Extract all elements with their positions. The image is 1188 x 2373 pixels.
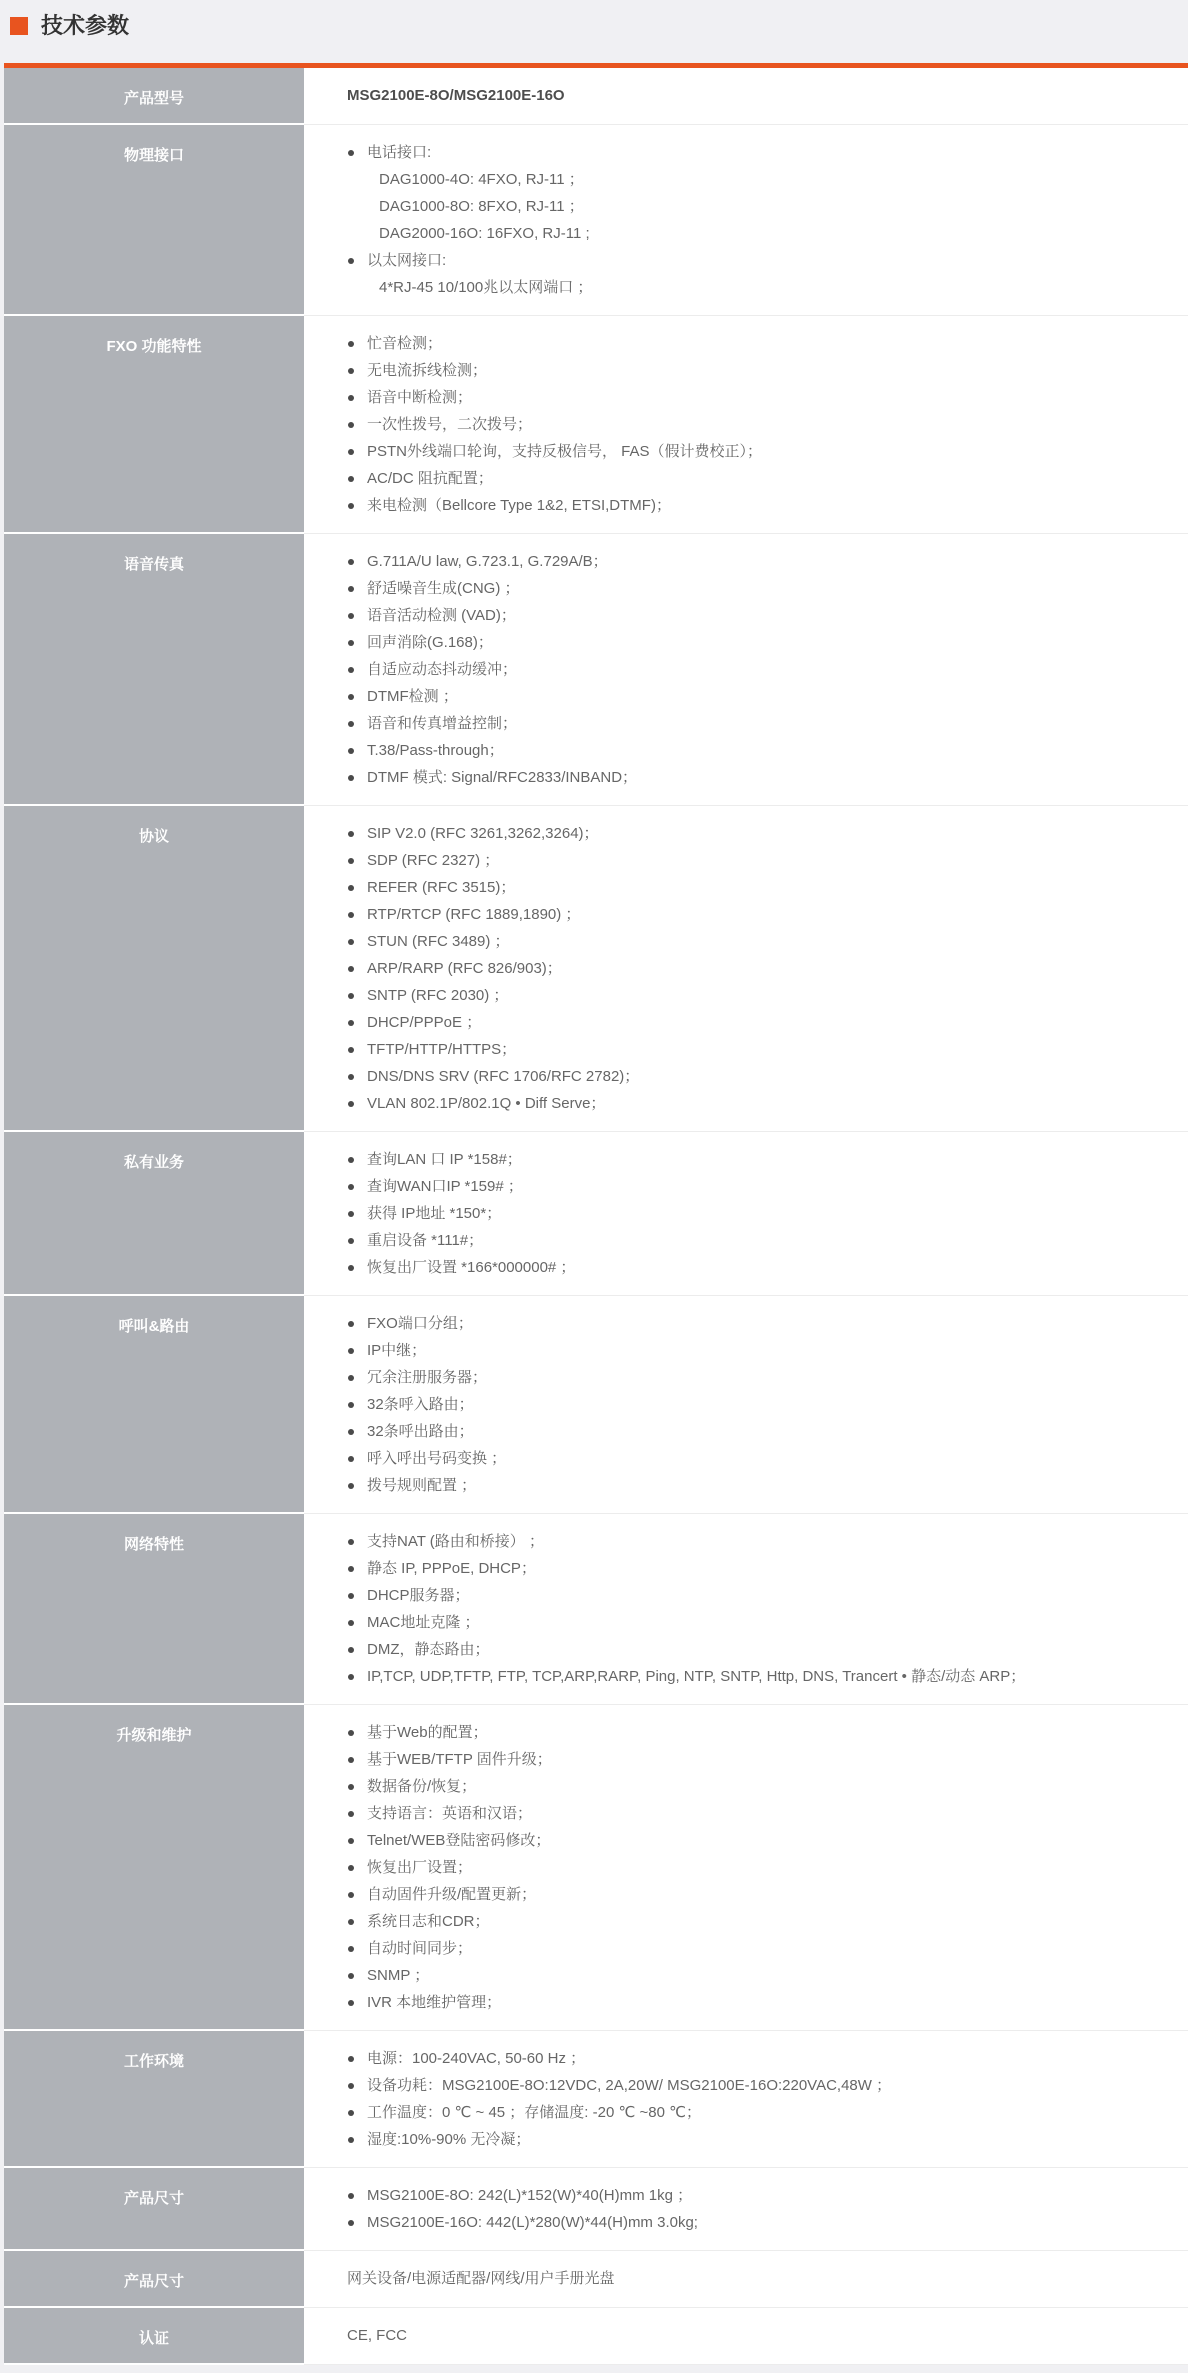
spec-text: 一次性拨号，二次拨号； [367, 416, 533, 433]
bullet-icon [348, 1429, 354, 1435]
spec-text: MSG2100E-16O: 442(L)*280(W)*44(H)mm 3.0kg; [367, 2214, 698, 2231]
bullet-icon [348, 858, 354, 864]
spec-text-line [304, 220, 1164, 247]
bullet-icon [348, 1321, 354, 1327]
spec-text: SNTP (RFC 2030) ； [367, 987, 509, 1004]
spec-bullet-item [304, 1227, 1164, 1254]
spec-text-line [304, 2322, 1164, 2349]
spec-text: 语音中断检测； [367, 389, 473, 406]
row-label: 升级和维护 [4, 1705, 304, 2031]
spec-bullet-item [304, 1773, 1164, 1800]
spec-text: 电源：100-240VAC, 50-60 Hz ； [367, 2050, 586, 2067]
row-label: 网络特性 [4, 1514, 304, 1705]
spec-bullet-item [304, 1254, 1164, 1281]
spec-bullet-item [304, 1009, 1164, 1036]
spec-bullet-item [304, 1555, 1164, 1582]
spec-text: 支持语言：英语和汉语； [367, 1805, 533, 1822]
bullet-icon [348, 258, 354, 264]
row-content [304, 806, 1188, 1132]
spec-bullet-item [304, 247, 1164, 274]
spec-bullet-item [304, 874, 1164, 901]
spec-text: 支持NAT (路由和桥接） ； [367, 1533, 544, 1550]
spec-text: 重启设备 *111#； [367, 1232, 484, 1249]
spec-text: G.711A/U law, G.723.1, G.729A/B； [367, 553, 608, 570]
spec-bullet-item [304, 764, 1164, 791]
spec-bullet-item [304, 602, 1164, 629]
spec-text: DAG1000-4O: 4FXO, RJ-11 ； [379, 171, 584, 188]
row-label: FXO 功能特性 [4, 316, 304, 534]
spec-text: 查询LAN 口 IP *158#； [367, 1151, 522, 1168]
spec-text: 舒适噪音生成(CNG) ； [367, 580, 520, 597]
spec-bullet-item [304, 357, 1164, 384]
spec-bullet-item [304, 710, 1164, 737]
bullet-icon [348, 939, 354, 945]
spec-text: DMZ，静态路由； [367, 1641, 490, 1658]
spec-text-line [304, 2265, 1164, 2292]
bullet-icon [348, 368, 354, 374]
spec-bullet-item [304, 1935, 1164, 1962]
bullet-icon [348, 1674, 354, 1680]
bullet-icon [348, 1348, 354, 1354]
spec-bullet-item [304, 1962, 1164, 1989]
spec-bullet-item [304, 1445, 1164, 1472]
spec-bullet-item [304, 465, 1164, 492]
spec-text: DHCP服务器； [367, 1587, 470, 1604]
spec-bullet-item [304, 683, 1164, 710]
spec-text: 湿度:10%-90% 无冷凝； [367, 2131, 531, 2148]
bullet-icon [348, 1811, 354, 1817]
spec-bullet-item [304, 2126, 1164, 2153]
bullet-icon [348, 885, 354, 891]
spec-text: PSTN外线端口轮询，支持反极信号， FAS（假计费校正）； [367, 443, 763, 460]
page-bottom-spacer [0, 2365, 1188, 2373]
bullet-icon [348, 613, 354, 619]
bullet-icon [348, 1865, 354, 1871]
spec-text: 获得 IP地址 *150*； [367, 1205, 502, 1222]
bullet-icon [348, 1539, 354, 1545]
spec-text: MSG2100E-8O/MSG2100E-16O [347, 87, 565, 104]
bullet-icon [348, 1184, 354, 1190]
bullet-icon [348, 2000, 354, 2006]
row-content [304, 1705, 1188, 2031]
spec-bullet-item [304, 1719, 1164, 1746]
row-content [304, 68, 1188, 125]
row-label: 产品尺寸 [4, 2251, 304, 2308]
row-content [304, 2308, 1188, 2365]
bullet-icon [348, 1238, 354, 1244]
spec-text: DHCP/PPPoE ； [367, 1014, 482, 1031]
spec-bullet-item [304, 1418, 1164, 1445]
spec-text: DTMF 模式: Signal/RFC2833/INBAND； [367, 769, 638, 786]
bullet-icon [348, 640, 354, 646]
spec-bullet-item [304, 411, 1164, 438]
spec-bullet-item [304, 1827, 1164, 1854]
bullet-icon [348, 1157, 354, 1163]
spec-text: SIP V2.0 (RFC 3261,3262,3264)； [367, 825, 599, 842]
spec-row [4, 806, 1188, 1132]
spec-text: 恢复出厂设置； [367, 1859, 473, 1876]
spec-bullet-item [304, 928, 1164, 955]
spec-bullet-item [304, 1746, 1164, 1773]
bullet-icon [348, 912, 354, 918]
spec-text: 32条呼出路由； [367, 1423, 474, 1440]
spec-row [4, 1132, 1188, 1296]
row-label: 呼叫&路由 [4, 1296, 304, 1514]
spec-text: 基于WEB/TFTP 固件升级； [367, 1751, 552, 1768]
spec-text: REFER (RFC 3515)； [367, 879, 516, 896]
spec-text: DAG1000-8O: 8FXO, RJ-11 ； [379, 198, 584, 215]
page-title: 技术参数 [41, 13, 130, 38]
spec-bullet-item [304, 1364, 1164, 1391]
spec-text-line [304, 82, 1164, 109]
bullet-icon [348, 1757, 354, 1763]
spec-text: 冗余注册服务器； [367, 1369, 488, 1386]
bullet-icon [348, 1047, 354, 1053]
row-label: 工作环境 [4, 2031, 304, 2168]
spec-bullet-item [304, 384, 1164, 411]
spec-row [4, 2031, 1188, 2168]
spec-text: FXO端口分组； [367, 1315, 473, 1332]
row-content [304, 1132, 1188, 1296]
spec-text-line [304, 166, 1164, 193]
bullet-icon [348, 449, 354, 455]
spec-text-line [304, 193, 1164, 220]
spec-table [4, 63, 1188, 2365]
spec-text: 无电流拆线检测； [367, 362, 488, 379]
spec-bullet-item [304, 139, 1164, 166]
spec-text: 查询WAN口IP *159# ； [367, 1178, 523, 1195]
spec-bullet-item [304, 1036, 1164, 1063]
bullet-icon [348, 341, 354, 347]
row-content [304, 2031, 1188, 2168]
bullet-icon [348, 2220, 354, 2226]
spec-text: SDP (RFC 2327) ； [367, 852, 500, 869]
spec-bullet-item [304, 548, 1164, 575]
spec-text: 语音和传真增益控制； [367, 715, 518, 732]
spec-bullet-item [304, 1663, 1164, 1690]
bullet-icon [348, 1402, 354, 1408]
bullet-icon [348, 2056, 354, 2062]
bullet-icon [348, 586, 354, 592]
spec-bullet-item [304, 1063, 1164, 1090]
bullet-icon [348, 1265, 354, 1271]
spec-bullet-item [304, 1854, 1164, 1881]
page-header [0, 0, 1188, 63]
bullet-icon [348, 831, 354, 837]
bullet-icon [348, 1593, 354, 1599]
spec-text: IP,TCP, UDP,TFTP, FTP, TCP,ARP,RARP, Ping, NTP, SNTP, Http, DNS, Trancert • 静态/动态 ARP； [367, 1668, 1026, 1685]
spec-bullet-item [304, 1800, 1164, 1827]
row-content [304, 1296, 1188, 1514]
bullet-icon [348, 476, 354, 482]
row-label: 协议 [4, 806, 304, 1132]
spec-text: 数据备份/恢复； [367, 1778, 477, 1795]
row-content [304, 1514, 1188, 1705]
bullet-icon [348, 2137, 354, 2143]
bullet-icon [348, 1483, 354, 1489]
spec-text: DAG2000-16O: 16FXO, RJ-11 ; [379, 225, 590, 242]
spec-bullet-item [304, 2182, 1164, 2209]
spec-bullet-item [304, 1636, 1164, 1663]
spec-bullet-item [304, 629, 1164, 656]
spec-bullet-item [304, 737, 1164, 764]
title-square-icon [10, 17, 28, 35]
spec-bullet-item [304, 1200, 1164, 1227]
spec-text: SNMP ； [367, 1967, 430, 1984]
spec-bullet-item [304, 1146, 1164, 1173]
spec-text: 恢复出厂设置 *166*000000# ； [367, 1259, 576, 1276]
spec-text: CE, FCC [347, 2327, 407, 2344]
row-label: 物理接口 [4, 125, 304, 316]
spec-text: IVR 本地维护管理； [367, 1994, 502, 2011]
bullet-icon [348, 503, 354, 509]
spec-text: 以太网接口: [367, 252, 447, 269]
bullet-icon [348, 1784, 354, 1790]
spec-bullet-item [304, 438, 1164, 465]
bullet-icon [348, 1892, 354, 1898]
spec-text-line [304, 274, 1164, 301]
bullet-icon [348, 775, 354, 781]
spec-text: ARP/RARP (RFC 826/903)； [367, 960, 562, 977]
bullet-icon [348, 422, 354, 428]
bullet-icon [348, 1647, 354, 1653]
spec-bullet-item [304, 2045, 1164, 2072]
spec-text: STUN (RFC 3489) ； [367, 933, 510, 950]
spec-text: IP中继； [367, 1342, 427, 1359]
row-content [304, 2168, 1188, 2251]
bullet-icon [348, 1620, 354, 1626]
bullet-icon [348, 993, 354, 999]
bullet-icon [348, 1074, 354, 1080]
spec-bullet-item [304, 575, 1164, 602]
spec-text: 语音活动检测 (VAD)； [367, 607, 516, 624]
bullet-icon [348, 694, 354, 700]
bullet-icon [348, 1020, 354, 1026]
spec-row [4, 534, 1188, 806]
spec-bullet-item [304, 1391, 1164, 1418]
spec-bullet-item [304, 656, 1164, 683]
spec-row [4, 1296, 1188, 1514]
spec-text: TFTP/HTTP/HTTPS； [367, 1041, 517, 1058]
spec-bullet-item [304, 1881, 1164, 1908]
bullet-icon [348, 150, 354, 156]
spec-text: 网关设备/电源适配器/网线/用户手册光盘 [347, 2270, 615, 2287]
spec-text: 回声消除(G.168)； [367, 634, 493, 651]
bullet-icon [348, 1101, 354, 1107]
spec-text: Telnet/WEB登陆密码修改； [367, 1832, 551, 1849]
spec-text: MSG2100E-8O: 242(L)*152(W)*40(H)mm 1kg ； [367, 2187, 693, 2204]
spec-text: T.38/Pass-through； [367, 742, 504, 759]
spec-bullet-item [304, 2072, 1164, 2099]
spec-bullet-item [304, 1472, 1164, 1499]
row-label: 认证 [4, 2308, 304, 2365]
spec-bullet-item [304, 1908, 1164, 1935]
row-content [304, 534, 1188, 806]
spec-text: DTMF检测 ； [367, 688, 458, 705]
row-label: 语音传真 [4, 534, 304, 806]
bullet-icon [348, 1973, 354, 1979]
spec-text: MAC地址克隆 ； [367, 1614, 480, 1631]
spec-row [4, 316, 1188, 534]
spec-text: VLAN 802.1P/802.1Q • Diff Serve； [367, 1095, 606, 1112]
bullet-icon [348, 559, 354, 565]
bullet-icon [348, 2193, 354, 2199]
spec-bullet-item [304, 2099, 1164, 2126]
spec-text: 拨号规则配置 ； [367, 1477, 477, 1494]
bullet-icon [348, 1566, 354, 1572]
spec-text: RTP/RTCP (RFC 1889,1890) ； [367, 906, 581, 923]
spec-text: 忙音检测； [367, 335, 443, 352]
spec-bullet-item [304, 1989, 1164, 2016]
spec-bullet-item [304, 847, 1164, 874]
bullet-icon [348, 966, 354, 972]
spec-text: 工作温度：0 ℃ ~ 45 ；存储温度: -20 ℃ ~80 ℃； [367, 2104, 701, 2121]
spec-bullet-item [304, 492, 1164, 519]
bullet-icon [348, 2110, 354, 2116]
row-content [304, 2251, 1188, 2308]
spec-text: AC/DC 阻抗配置； [367, 470, 493, 487]
spec-row [4, 68, 1188, 125]
spec-text: 自动时间同步； [367, 1940, 473, 1957]
spec-row [4, 125, 1188, 316]
spec-text: 自适应动态抖动缓冲； [367, 661, 518, 678]
spec-bullet-item [304, 982, 1164, 1009]
spec-bullet-item [304, 1090, 1164, 1117]
row-label: 产品尺寸 [4, 2168, 304, 2251]
bullet-icon [348, 721, 354, 727]
bullet-icon [348, 2083, 354, 2089]
spec-bullet-item [304, 1337, 1164, 1364]
spec-text: 基于Web的配置； [367, 1724, 488, 1741]
spec-text: 自动固件升级/配置更新； [367, 1886, 537, 1903]
bullet-icon [348, 1946, 354, 1952]
bullet-icon [348, 1730, 354, 1736]
spec-text: 电话接口: [367, 144, 432, 161]
spec-text: 系统日志和CDR； [367, 1913, 490, 1930]
spec-bullet-item [304, 2209, 1164, 2236]
spec-bullet-item [304, 1310, 1164, 1337]
bullet-icon [348, 395, 354, 401]
spec-text: 4*RJ-45 10/100兆以太网端口 ； [379, 279, 593, 296]
spec-bullet-item [304, 1173, 1164, 1200]
spec-bullet-item [304, 1609, 1164, 1636]
spec-row [4, 1705, 1188, 2031]
spec-bullet-item [304, 820, 1164, 847]
bullet-icon [348, 1456, 354, 1462]
bullet-icon [348, 1375, 354, 1381]
spec-text: 32条呼入路由； [367, 1396, 474, 1413]
bullet-icon [348, 748, 354, 754]
spec-text: 来电检测（Bellcore Type 1&2, ETSI,DTMF)； [367, 497, 671, 514]
spec-row [4, 2168, 1188, 2251]
spec-row [4, 2308, 1188, 2365]
spec-text: DNS/DNS SRV (RFC 1706/RFC 2782)； [367, 1068, 640, 1085]
row-label: 产品型号 [4, 68, 304, 125]
spec-row [4, 1514, 1188, 1705]
spec-bullet-item [304, 330, 1164, 357]
spec-row [4, 2251, 1188, 2308]
bullet-icon [348, 1919, 354, 1925]
spec-text: 静态 IP, PPPoE, DHCP； [367, 1560, 536, 1577]
bullet-icon [348, 667, 354, 673]
bullet-icon [348, 1838, 354, 1844]
row-label: 私有业务 [4, 1132, 304, 1296]
spec-text: 设备功耗：MSG2100E-8O:12VDC, 2A,20W/ MSG2100E-16O:220VAC,48W ； [367, 2077, 892, 2094]
row-content [304, 316, 1188, 534]
spec-bullet-item [304, 1582, 1164, 1609]
spec-bullet-item [304, 901, 1164, 928]
spec-bullet-item [304, 1528, 1164, 1555]
bullet-icon [348, 1211, 354, 1217]
spec-text: 呼入呼出号码变换 ； [367, 1450, 507, 1467]
spec-bullet-item [304, 955, 1164, 982]
row-content [304, 125, 1188, 316]
